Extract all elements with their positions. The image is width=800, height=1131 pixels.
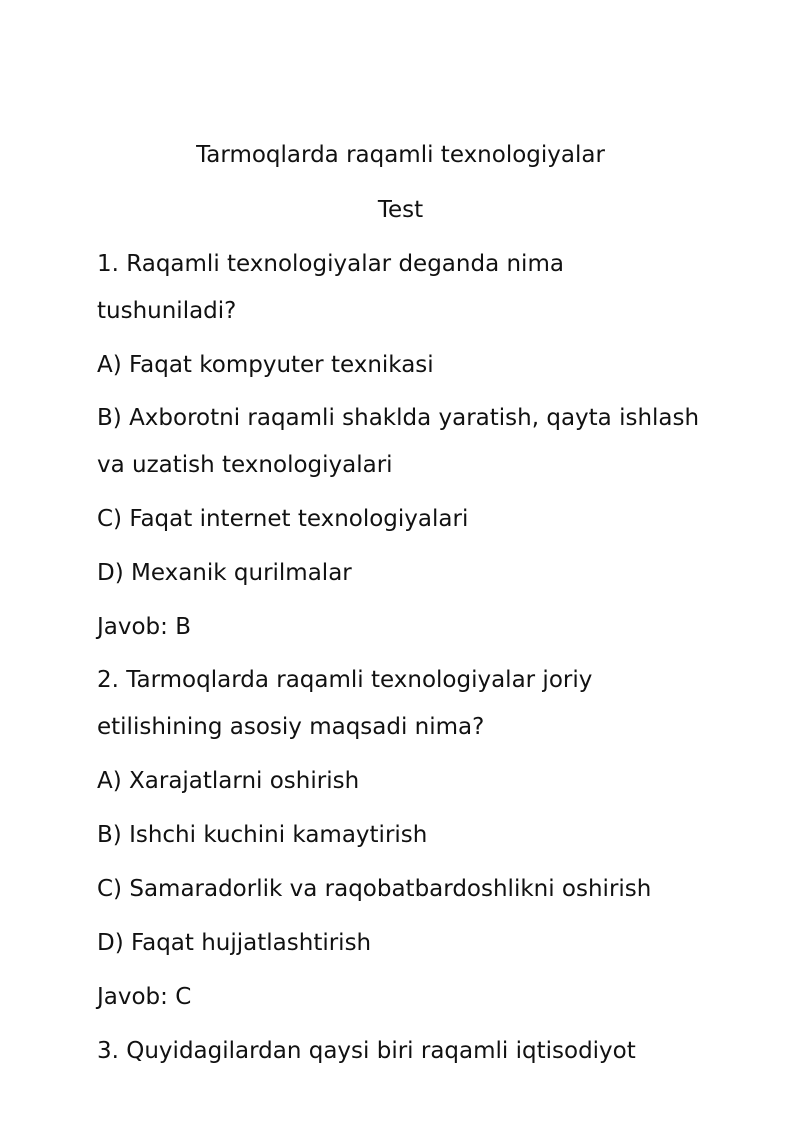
- question-2-option-d: D) Faqat hujjatlashtirish: [97, 930, 372, 956]
- document-title: Tarmoqlarda raqamli texnologiyalar: [196, 142, 605, 168]
- document-subtitle: Test: [377, 197, 424, 223]
- question-2-option-b: B) Ishchi kuchini kamaytirish: [97, 822, 428, 848]
- question-2-text: 2. Tarmoqlarda raqamli texnologiyalar joriy etilishining asosiy maqsadi nima?: [97, 667, 593, 740]
- question-1-answer: Javob: B: [97, 614, 191, 640]
- question-1-option-c: C) Faqat internet texnologiyalari: [97, 506, 469, 532]
- question-1-text: 1. Raqamli texnologiyalar deganda nima tushuniladi?: [97, 251, 564, 324]
- question-1-option-b: B) Axborotni raqamli shaklda yaratish, qayta ishlash va uzatish texnologiyalari: [97, 405, 700, 478]
- question-2-option-c: C) Samaradorlik va raqobatbardoshlikni oshirish: [97, 876, 652, 902]
- question-2-answer: Javob: C: [97, 984, 192, 1010]
- question-2-option-a: A) Xarajatlarni oshirish: [97, 768, 360, 794]
- question-1-option-d: D) Mexanik qurilmalar: [97, 560, 352, 586]
- question-3-text: 3. Quyidagilardan qaysi biri raqamli iqtisodiyot: [97, 1038, 636, 1064]
- question-1-option-a: A) Faqat kompyuter texnikasi: [97, 352, 434, 378]
